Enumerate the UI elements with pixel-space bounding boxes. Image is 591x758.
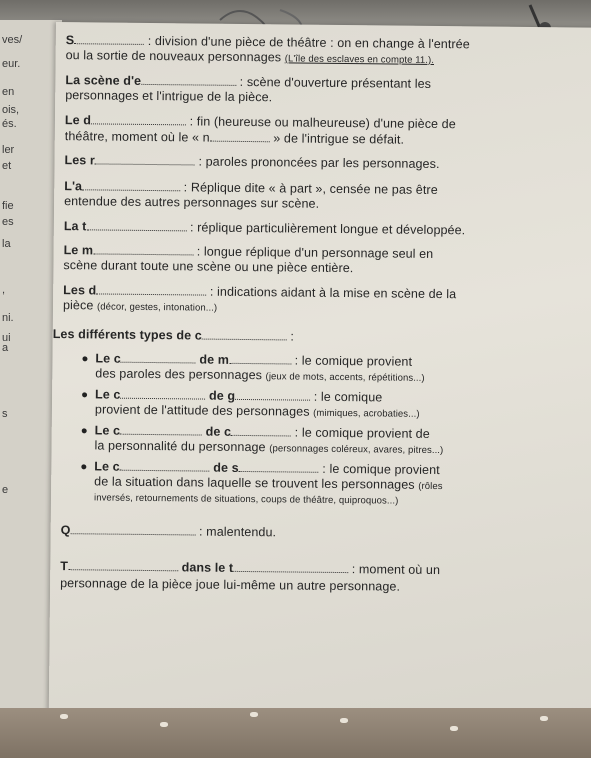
definition-line: Les d : indications aidant à la mise en scène de la xyxy=(63,283,457,302)
definition-line: personnage de la pièce joue lui-même un autre personnage. xyxy=(60,576,401,594)
fill-blank[interactable] xyxy=(141,73,236,86)
definition-line: L'a : Réplique dite « à part », censée ne pas être xyxy=(64,179,438,198)
fill-blank[interactable] xyxy=(120,387,205,400)
margin-word: s xyxy=(2,408,8,420)
definition-line: Le d : fin (heureuse ou malheureuse) d'une pièce de xyxy=(64,113,456,132)
bullet-icon xyxy=(82,428,87,433)
fill-blank[interactable] xyxy=(120,459,210,472)
fill-blank[interactable] xyxy=(82,178,180,191)
carpet-speck xyxy=(540,716,548,721)
fill-blank[interactable] xyxy=(229,352,291,365)
definition-line: Q : malentendu. xyxy=(60,523,277,540)
fill-blank[interactable] xyxy=(86,218,186,231)
margin-word: ni. xyxy=(2,312,14,324)
margin-word: ves/ xyxy=(2,34,23,46)
definition-line: pièce (décor, gestes, intonation...) xyxy=(62,298,218,314)
margin-word: fie xyxy=(2,200,14,212)
margin-word: en xyxy=(2,86,15,98)
worksheet-page xyxy=(49,22,591,718)
fill-blank[interactable] xyxy=(93,242,193,255)
fill-blank[interactable] xyxy=(70,522,195,535)
fill-blank[interactable] xyxy=(231,424,291,437)
fill-blank[interactable] xyxy=(202,328,287,341)
margin-word: a xyxy=(2,342,9,354)
definition-line: S : division d'une pièce de théâtre : on en change à l'entrée xyxy=(65,33,470,52)
definition-line: ou la sortie de nouveaux personnages (L'île des esclaves en compte 11.). xyxy=(65,48,435,66)
definition-line: Le m : longue réplique d'un personnage seul en xyxy=(63,243,434,261)
bullet-icon xyxy=(82,356,87,361)
comique-item: Le c de m : le comique provient xyxy=(82,350,412,368)
section-heading: Les différents types de c : xyxy=(52,326,295,344)
margin-word: eur. xyxy=(2,58,21,70)
fill-blank[interactable] xyxy=(95,152,195,165)
fill-blank[interactable] xyxy=(74,32,144,45)
comique-item-desc: la personnalité du personnage (personnages coléreux, avares, pitres...) xyxy=(94,438,444,457)
fill-blank[interactable] xyxy=(233,560,348,573)
carpet-speck xyxy=(160,722,168,727)
margin-word: e xyxy=(2,484,9,496)
margin-word: , xyxy=(2,284,6,296)
background-carpet xyxy=(0,708,591,758)
carpet-speck xyxy=(250,712,258,717)
definition-line: La scène d'e : scène d'ouverture présentant les xyxy=(65,73,432,91)
carpet-speck xyxy=(450,726,458,731)
definition-line: théâtre, moment où le « n » de l'intrigue se défait. xyxy=(64,129,405,147)
comique-item-desc: provient de l'attitude des personnages (mimiques, acrobaties...) xyxy=(94,402,420,420)
comique-item-desc: de la situation dans laquelle se trouvent les personnages (rôles xyxy=(94,474,443,493)
definition-line: T dans le t : moment où un xyxy=(60,559,441,578)
comique-item: Le c de c : le comique provient de xyxy=(82,422,430,441)
fill-blank[interactable] xyxy=(120,423,202,436)
fill-blank[interactable] xyxy=(235,388,310,401)
fill-blank[interactable] xyxy=(210,130,270,143)
carpet-speck xyxy=(340,718,348,723)
margin-word: ois, xyxy=(2,104,20,116)
margin-word: ui xyxy=(2,332,11,344)
fill-blank[interactable] xyxy=(91,112,186,125)
definition-line: scène durant toute une scène ou une pièce entière. xyxy=(63,258,354,276)
comique-item-desc: des paroles des personnages (jeux de mots, accents, répétitions...) xyxy=(95,366,425,384)
definition-line: entendue des autres personnages sur scène. xyxy=(64,194,320,211)
comique-item: Le c de s : le comique provient xyxy=(81,458,440,477)
fill-blank[interactable] xyxy=(96,282,206,295)
definition-line: Les r : paroles prononcées par les personnages. xyxy=(64,153,440,172)
bullet-icon xyxy=(81,464,86,469)
margin-word: et xyxy=(2,160,12,172)
carpet-speck xyxy=(60,714,68,719)
margin-word: es xyxy=(2,216,14,228)
comique-item-desc: inversés, retournements de situations, coups de théâtre, quiproquos...) xyxy=(93,492,399,507)
definition-line: personnages et l'intrigue de la pièce. xyxy=(65,88,273,105)
bullet-icon xyxy=(82,392,87,397)
fill-blank[interactable] xyxy=(121,351,196,364)
margin-word: ler xyxy=(2,144,15,156)
fill-blank[interactable] xyxy=(68,558,178,571)
margin-word: és. xyxy=(2,118,17,130)
fill-blank[interactable] xyxy=(239,460,319,473)
comique-item: Le c de g : le comique xyxy=(82,386,382,404)
margin-word: la xyxy=(2,238,11,250)
definition-line: La t : réplique particulièrement longue et développée. xyxy=(63,219,466,238)
